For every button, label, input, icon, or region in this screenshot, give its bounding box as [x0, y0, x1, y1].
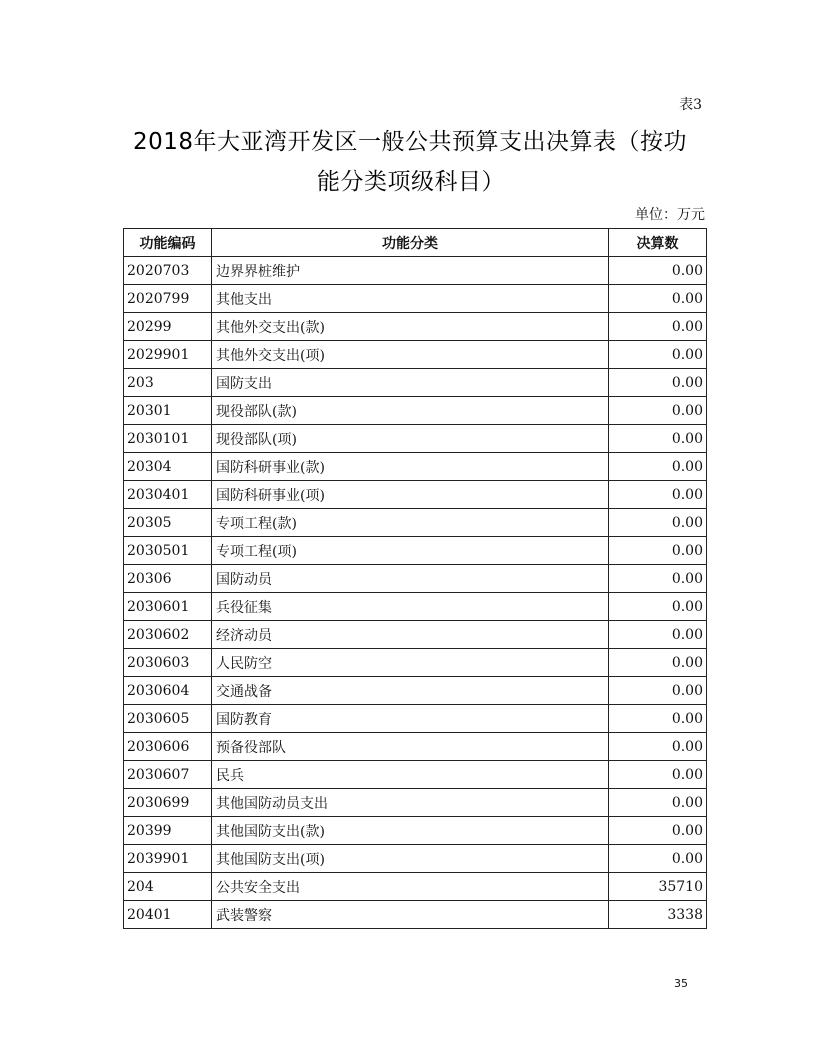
- code-cell: 203: [124, 369, 212, 397]
- unit-label: 单位：万元: [635, 207, 705, 223]
- amount-cell: 0.00: [609, 453, 707, 481]
- page-number: 35: [674, 977, 688, 990]
- document-title: [100, 122, 720, 202]
- table-row: [124, 509, 707, 537]
- code-cell: 2030603: [124, 649, 212, 677]
- header-amount: 决算数: [609, 229, 707, 257]
- category-cell: 武装警察: [212, 901, 609, 929]
- category-cell: 其他国防支出(项): [212, 845, 609, 873]
- code-cell: 20299: [124, 313, 212, 341]
- amount-cell: 0.00: [609, 621, 707, 649]
- category-cell: 现役部队(项): [212, 425, 609, 453]
- category-cell: 边界界桩维护: [212, 257, 609, 285]
- expenditure-table: [123, 228, 707, 929]
- category-cell: 专项工程(项): [212, 537, 609, 565]
- amount-cell: 0.00: [609, 733, 707, 761]
- table-row: [124, 677, 707, 705]
- amount-cell: 0.00: [609, 705, 707, 733]
- category-cell: 专项工程(款): [212, 509, 609, 537]
- amount-cell: 0.00: [609, 537, 707, 565]
- amount-cell: 0.00: [609, 481, 707, 509]
- category-cell: 其他外交支出(款): [212, 313, 609, 341]
- table-row: [124, 873, 707, 901]
- table-row: [124, 285, 707, 313]
- table-row: [124, 789, 707, 817]
- code-cell: 2030401: [124, 481, 212, 509]
- category-cell: 民兵: [212, 761, 609, 789]
- table-row: [124, 705, 707, 733]
- amount-cell: 0.00: [609, 509, 707, 537]
- table-row: [124, 733, 707, 761]
- amount-cell: 0.00: [609, 761, 707, 789]
- category-cell: 其他国防支出(款): [212, 817, 609, 845]
- code-cell: 2030606: [124, 733, 212, 761]
- category-cell: 人民防空: [212, 649, 609, 677]
- title-line-2: 能分类项级科目）: [317, 169, 505, 195]
- amount-cell: 0.00: [609, 565, 707, 593]
- category-cell: 国防教育: [212, 705, 609, 733]
- amount-cell: 0.00: [609, 313, 707, 341]
- category-cell: 其他支出: [212, 285, 609, 313]
- table-row: [124, 341, 707, 369]
- amount-cell: 0.00: [609, 341, 707, 369]
- code-cell: 20399: [124, 817, 212, 845]
- code-cell: 2030602: [124, 621, 212, 649]
- code-cell: 2030101: [124, 425, 212, 453]
- code-cell: 2030605: [124, 705, 212, 733]
- amount-cell: 0.00: [609, 285, 707, 313]
- category-cell: 国防科研事业(项): [212, 481, 609, 509]
- code-cell: 2030501: [124, 537, 212, 565]
- amount-cell: 3338: [609, 901, 707, 929]
- table-row: [124, 397, 707, 425]
- code-cell: 2030607: [124, 761, 212, 789]
- category-cell: 国防支出: [212, 369, 609, 397]
- code-cell: 20301: [124, 397, 212, 425]
- table-row: [124, 649, 707, 677]
- header-code: 功能编码: [124, 229, 212, 257]
- table-body: [124, 257, 707, 929]
- category-cell: 预备役部队: [212, 733, 609, 761]
- table-row: [124, 257, 707, 285]
- amount-cell: 0.00: [609, 425, 707, 453]
- amount-cell: 35710: [609, 873, 707, 901]
- table-row: [124, 901, 707, 929]
- table-row: [124, 369, 707, 397]
- category-cell: 国防科研事业(款): [212, 453, 609, 481]
- code-cell: 20305: [124, 509, 212, 537]
- amount-cell: 0.00: [609, 649, 707, 677]
- category-cell: 其他国防动员支出: [212, 789, 609, 817]
- code-cell: 2039901: [124, 845, 212, 873]
- code-cell: 20401: [124, 901, 212, 929]
- category-cell: 国防动员: [212, 565, 609, 593]
- table-number-label: 表3: [679, 97, 702, 113]
- table-row: [124, 537, 707, 565]
- title-line-1: 2018年大亚湾开发区一般公共预算支出决算表（按功: [132, 129, 688, 155]
- table-row: [124, 761, 707, 789]
- amount-cell: 0.00: [609, 397, 707, 425]
- code-cell: 20306: [124, 565, 212, 593]
- table-header-row: [124, 229, 707, 257]
- category-cell: 交通战备: [212, 677, 609, 705]
- table-row: [124, 845, 707, 873]
- category-cell: 公共安全支出: [212, 873, 609, 901]
- category-cell: 其他外交支出(项): [212, 341, 609, 369]
- code-cell: 2020799: [124, 285, 212, 313]
- amount-cell: 0.00: [609, 817, 707, 845]
- table-row: [124, 425, 707, 453]
- category-cell: 兵役征集: [212, 593, 609, 621]
- amount-cell: 0.00: [609, 845, 707, 873]
- table-row: [124, 313, 707, 341]
- amount-cell: 0.00: [609, 677, 707, 705]
- category-cell: 现役部队(款): [212, 397, 609, 425]
- code-cell: 2030604: [124, 677, 212, 705]
- amount-cell: 0.00: [609, 593, 707, 621]
- table-row: [124, 565, 707, 593]
- table-row: [124, 453, 707, 481]
- amount-cell: 0.00: [609, 257, 707, 285]
- amount-cell: 0.00: [609, 789, 707, 817]
- code-cell: 204: [124, 873, 212, 901]
- table-row: [124, 621, 707, 649]
- code-cell: 2030699: [124, 789, 212, 817]
- code-cell: 2030601: [124, 593, 212, 621]
- code-cell: 20304: [124, 453, 212, 481]
- header-category: 功能分类: [212, 229, 609, 257]
- code-cell: 2029901: [124, 341, 212, 369]
- amount-cell: 0.00: [609, 369, 707, 397]
- table-row: [124, 481, 707, 509]
- table-row: [124, 593, 707, 621]
- code-cell: 2020703: [124, 257, 212, 285]
- table-row: [124, 817, 707, 845]
- category-cell: 经济动员: [212, 621, 609, 649]
